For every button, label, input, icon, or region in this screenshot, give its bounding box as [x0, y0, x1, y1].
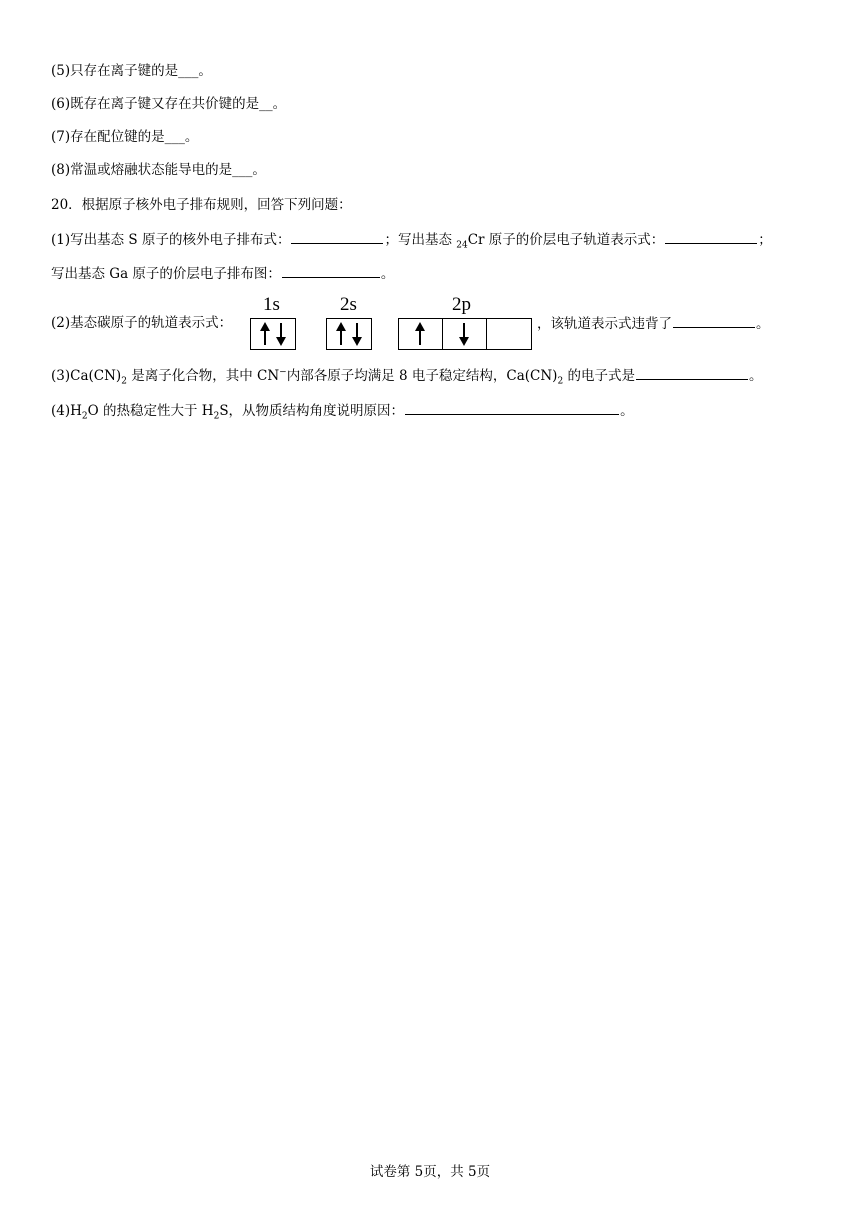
- q20-p4-sub2: 2: [213, 411, 220, 422]
- orbital-label-2s: 2s: [340, 294, 357, 315]
- q20-p4-text-a: (4)H: [51, 403, 82, 419]
- q20-part2-text-b: [537, 314, 770, 333]
- q20-p1-text-e: 写出基态 Ga 原子的价层电子排布图：: [51, 266, 281, 282]
- q20-title: 20．根据原子核外电子排布规则，回答下列问题：: [51, 197, 352, 213]
- orbital-box-2s: [326, 318, 372, 350]
- q20-p1-text-b: ；写出基态: [384, 232, 457, 248]
- orbital-cell-2p-1: [399, 319, 443, 349]
- q19-item6: (6)既存在离子键又存在共价键的是__。: [51, 96, 287, 112]
- page-footer: 试卷第 5页，共 5页: [369, 1164, 491, 1180]
- q20-p4-sub1: 2: [81, 411, 88, 422]
- q20-p3-text-d: 的电子式是: [563, 368, 635, 384]
- orbital-box-1s: [250, 318, 296, 350]
- answer-blank[interactable]: [636, 366, 748, 380]
- q20-p1-text-f: 。: [380, 266, 395, 282]
- q20-p3-text-a: (3)Ca(CN): [51, 368, 122, 384]
- q20-p1-text-c: Cr 原子的价层电子轨道表示式：: [467, 232, 665, 248]
- orbital-label-1s: 1s: [263, 294, 280, 315]
- q20-p2-text-c: 。: [756, 316, 770, 332]
- spin-up-down-arrows-icon: [327, 319, 371, 349]
- q20-p4-text-c: S，从物质结构角度说明原因：: [219, 403, 405, 419]
- orbital-box-2p: [398, 318, 532, 350]
- answer-blank[interactable]: [405, 401, 619, 415]
- q19-item5: (5)只存在离子键的是___。: [51, 63, 212, 79]
- answer-blank[interactable]: [282, 264, 380, 278]
- spin-down-arrow-icon: [443, 319, 485, 349]
- orbital-label-2p: 2p: [452, 294, 471, 315]
- q20-p4-text-b: O 的热稳定性大于 H: [87, 403, 214, 419]
- orbital-cell-2p-3: [487, 319, 530, 349]
- orbital-cell-2p-2: [443, 319, 487, 349]
- q20-part1-line2: [51, 264, 394, 283]
- q20-p4-text-d: 。: [620, 403, 634, 419]
- q20-part1-line1: [51, 230, 772, 249]
- spin-up-down-arrows-icon: [251, 319, 295, 349]
- answer-blank[interactable]: [665, 230, 757, 244]
- q20-p1-text-d: ；: [758, 232, 772, 248]
- q20-part4: [51, 401, 634, 420]
- cr-atomic-number: 24: [456, 240, 468, 251]
- q20-p3-sub1: 2: [121, 376, 127, 387]
- spin-up-arrow-icon: [399, 319, 441, 349]
- q20-p3-sub2: 2: [557, 376, 564, 387]
- q20-p3-text-c: 内部各原子均满足 8 电子稳定结构，Ca(CN): [286, 368, 558, 384]
- q20-p3-sup: −: [279, 367, 287, 378]
- q20-p1-text-a: (1)写出基态 S 原子的核外电子排布式：: [51, 232, 291, 248]
- q19-item8: (8)常温或熔融状态能导电的是___。: [51, 162, 266, 178]
- q20-part3: [51, 366, 762, 385]
- q20-p3-text-b: 是离子化合物，其中 CN: [126, 368, 280, 384]
- q20-p3-text-e: 。: [748, 368, 763, 384]
- q20-part2-text-a: (2)基态碳原子的轨道表示式：: [51, 315, 233, 331]
- q20-p2-text-b: ，该轨道表示式违背了: [537, 316, 672, 332]
- q19-item7: (7)存在配位键的是___。: [51, 129, 199, 145]
- answer-blank[interactable]: [291, 230, 383, 244]
- answer-blank[interactable]: [673, 314, 755, 328]
